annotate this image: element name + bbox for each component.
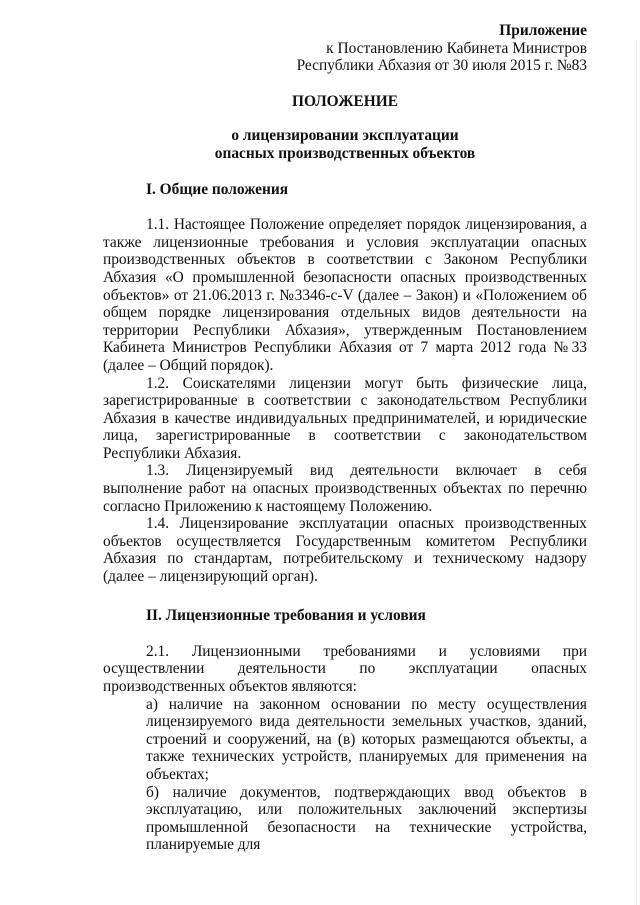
subtitle-line-2: опасных производственных объектов [214, 144, 476, 162]
spacer [103, 586, 587, 604]
paragraph-1-1: 1.1. Настоящее Положение определяет порядок лицензирования, а также лицензионные требования и условия эксплуатации опасных производственных объектов в соответствии с Законом Республики Абхазия «О промышленной безопасности опасных производственных объектов» от 21.06.2013 г. №3346-с-V (далее – Закон) и «Положением об общем порядке лицензирования отдельных видов деятельности на территории Республики Абхазия», утвержденным Постановлением Кабинета Министров Республики Абхазия от 7 марта 2012 года №33 (далее – Общий порядок). [103, 216, 587, 374]
paragraph-1-2: 1.2. Соискателями лицензии могут быть физические лица, зарегистрированные в соответствии с законодательством Республики Абхазия в качестве индивидуальных предпринимателей, и юридические лица, зарегистрированные в соответствии с законодательством Республики Абхазия. [103, 374, 587, 462]
annex-line-1: к Постановлению Кабинета Министров [326, 39, 587, 57]
paragraph-1-4: 1.4. Лицензирование эксплуатации опасных производственных объектов осуществляется Государственным комитетом Республики Абхазия по стандартам, потребительскому и техническому надзору (далее – лицензирующий орган). [103, 515, 587, 586]
annex-title: Приложение [499, 22, 587, 39]
document-subtitle [103, 127, 587, 162]
annex-header [103, 22, 587, 75]
page-edge [636, 40, 637, 905]
annex-line-2: Республики Абхазия от 30 июля 2015 г. №83 [296, 57, 587, 75]
list-item-a: а) наличие на законном основании по месту осуществления лицензируемого вида деятельности земельных участков, зданий, строений и сооружений, на (в) которых размещаются объекты, а также технических устройств, планируемых для применения на объектах; [146, 695, 587, 783]
section-heading-2: II. Лицензионные требования и условия [146, 607, 426, 625]
list-item-b: б) наличие документов, подтверждающих ввод объектов в эксплуатацию, или положительных заключений экспертизы промышленной безопасности на технические устройства, планируемые для [146, 783, 587, 854]
section-heading-1: I. Общие положения [146, 180, 289, 198]
subtitle-line-1: о лицензировании эксплуатации [231, 127, 459, 145]
paragraph-2-1: 2.1. Лицензионными требованиями и условиями при осуществлении деятельности по эксплуатации опасных производственных объектов являются: [103, 642, 587, 695]
document-body [103, 22, 587, 854]
paragraph-1-3: 1.3. Лицензируемый вид деятельности включает в себя выполнение работ на опасных производственных объектах по перечню согласно Приложению к настоящему Положению. [103, 462, 587, 515]
document-title: ПОЛОЖЕНИЕ [292, 92, 398, 110]
